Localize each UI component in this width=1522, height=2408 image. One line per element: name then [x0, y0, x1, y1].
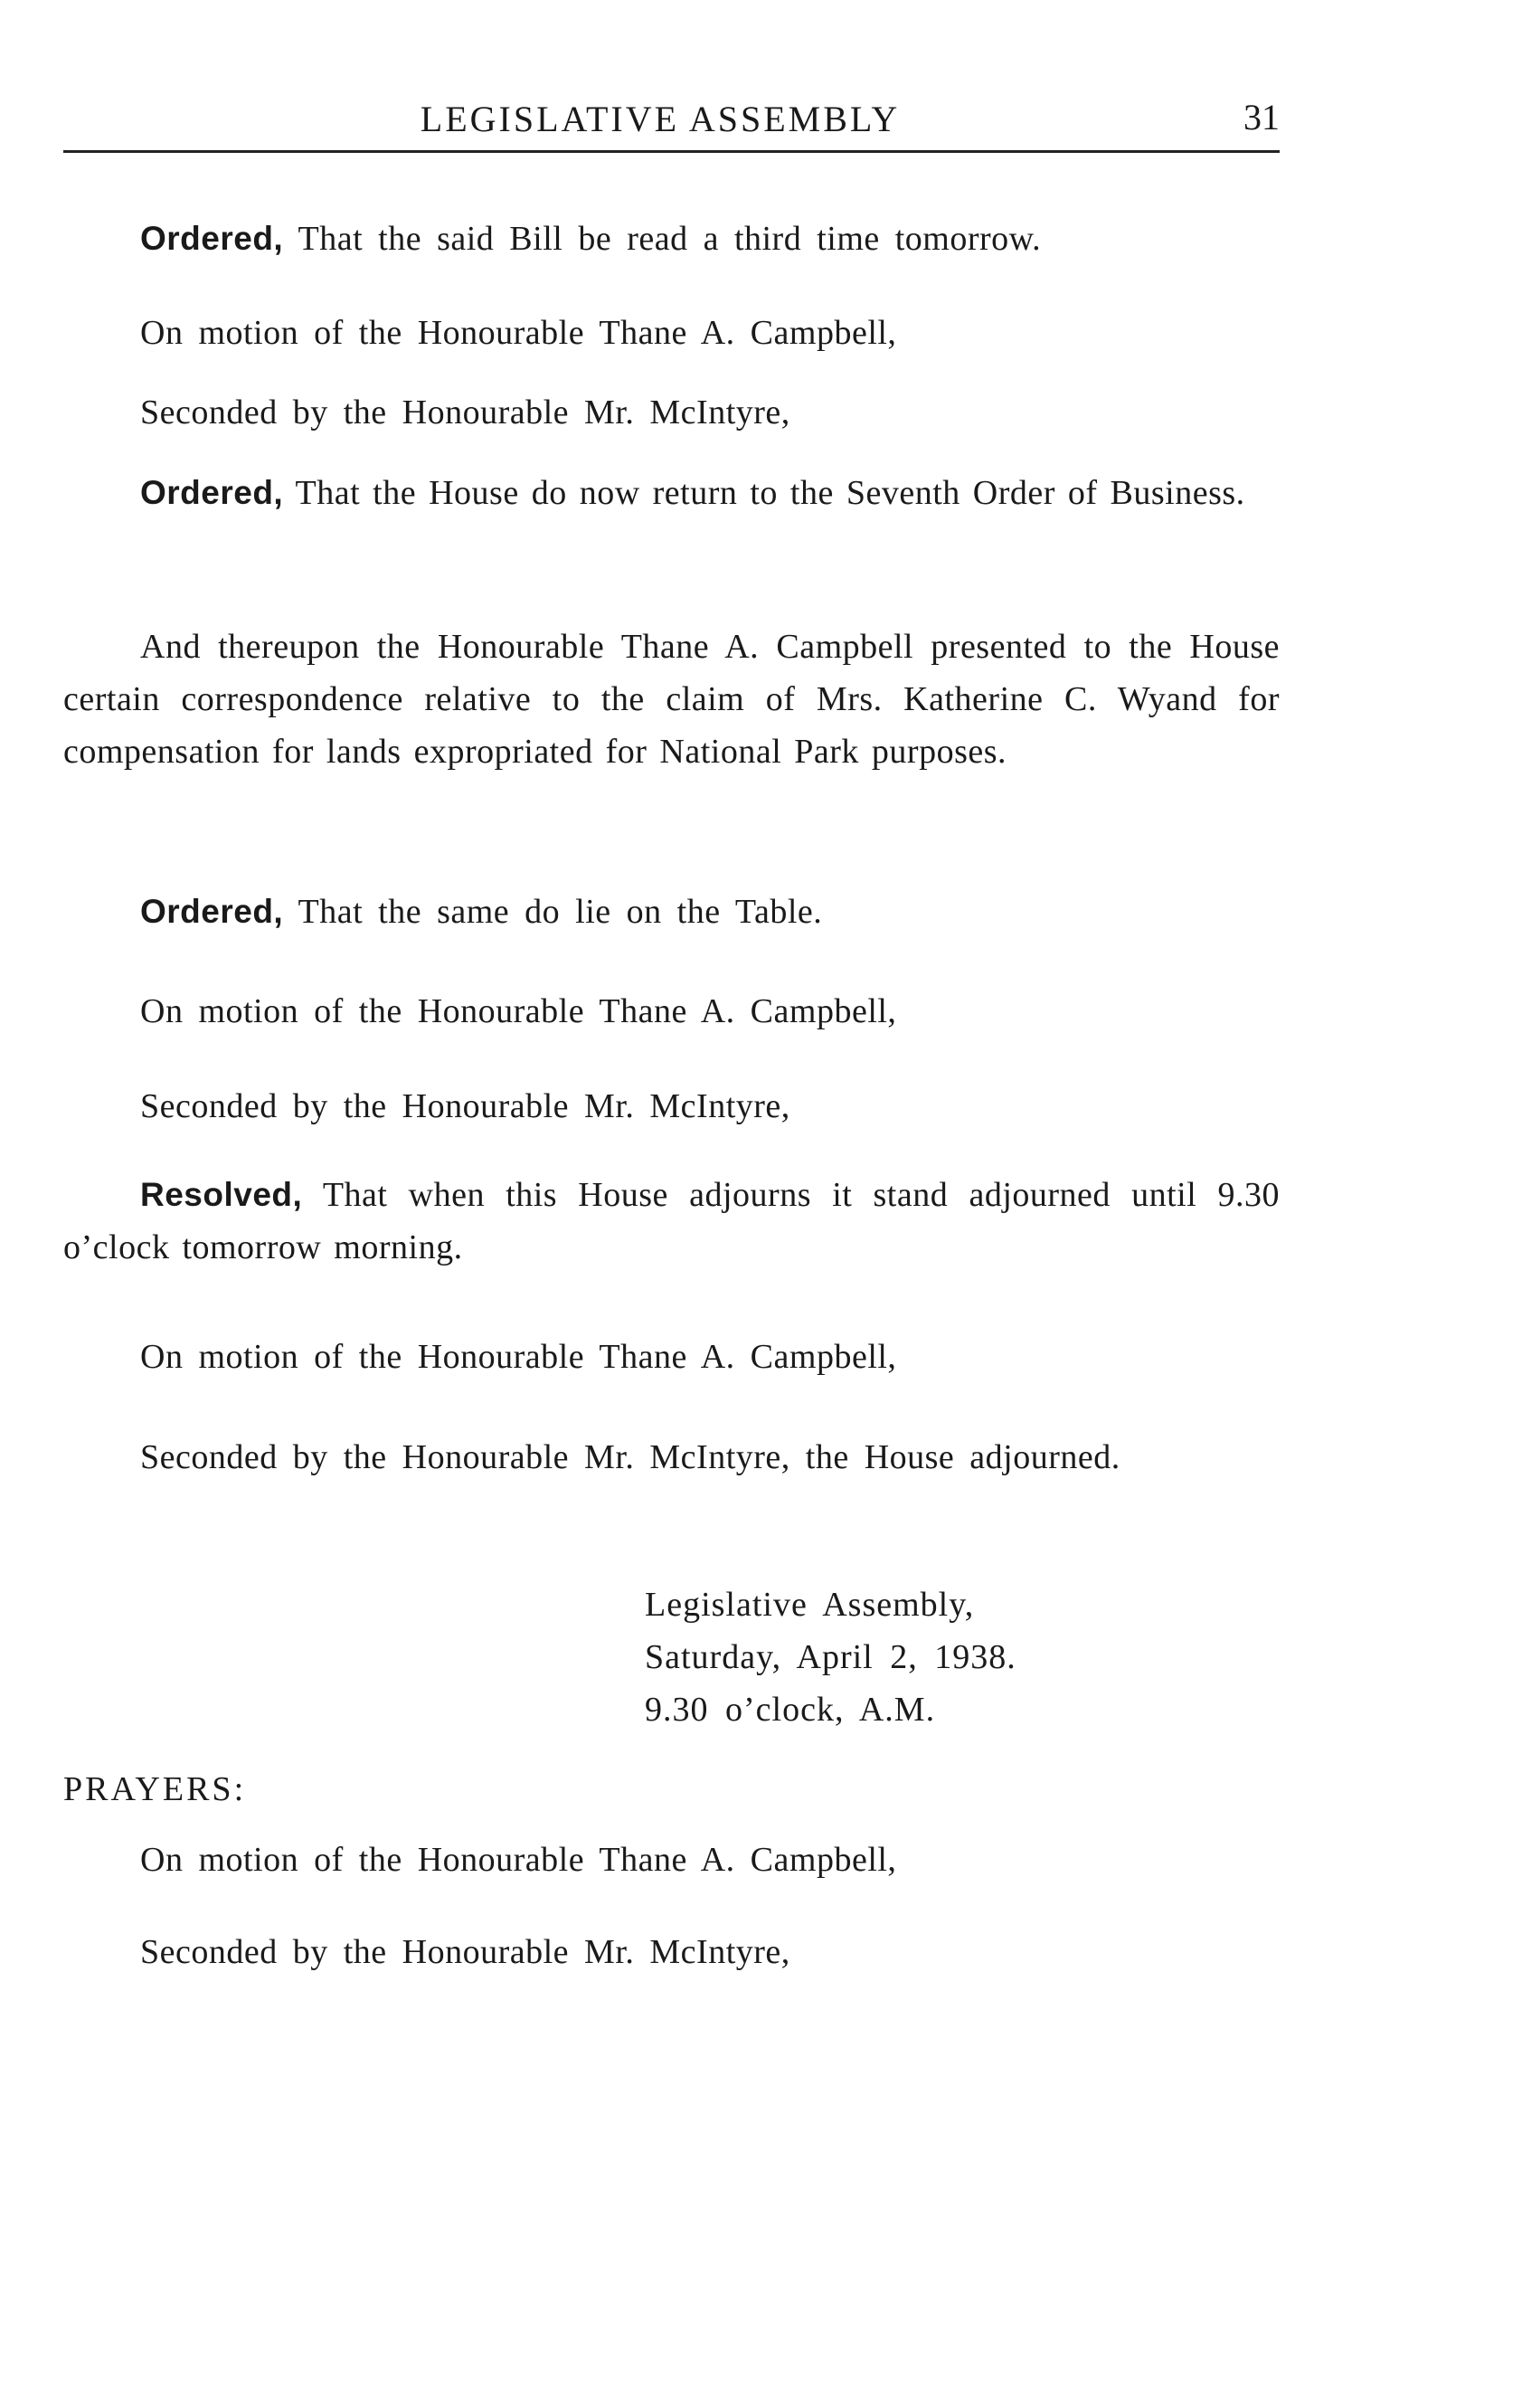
entry-adjourned	[140, 1432, 1120, 1484]
entry-motion	[140, 986, 896, 1038]
entry-text: That the House do now return to the Seventh Order of Business.	[283, 474, 1245, 512]
entry-lead: Ordered,	[140, 893, 284, 930]
dateline-time: 9.30 o’clock, A.M.	[645, 1691, 936, 1729]
page-number: 31	[1243, 97, 1280, 137]
dateline-date: Saturday, April 2, 1938.	[645, 1638, 1016, 1676]
entry-correspondence	[63, 621, 1280, 778]
header-rule	[63, 150, 1280, 153]
running-head	[63, 83, 1280, 137]
entry-seconded	[140, 1081, 790, 1133]
dateline-place: Legislative Assembly,	[645, 1586, 975, 1624]
running-title: LEGISLATIVE ASSEMBLY	[420, 99, 901, 139]
entry-lead: Resolved,	[140, 1176, 303, 1213]
entry-text: And thereupon the Honourable Thane A. Campbell presented to the House certain correspondence relative to the claim of Mrs. Katherine C. Wyand for compensation for lands expropriated for National Park purposes.	[63, 628, 1280, 771]
entry-text: On motion of the Honourable Thane A. Campbell,	[140, 314, 897, 352]
entry-ordered-table	[140, 886, 822, 938]
entry-text: Seconded by the Honourable Mr. McIntyre,	[140, 393, 790, 431]
closing-motion	[140, 1834, 896, 1886]
entry-motion	[140, 1332, 896, 1383]
entry-text: On motion of the Honourable Thane A. Campbell,	[140, 992, 897, 1030]
entry-lead: Ordered,	[140, 220, 284, 257]
entry-text: That the same do lie on the Table.	[283, 893, 823, 931]
entry-text: Seconded by the Honourable Mr. McIntyre,	[140, 1087, 790, 1125]
entry-ordered-third-reading	[140, 213, 1041, 265]
entry-text: That the said Bill be read a third time tomorrow.	[283, 220, 1042, 258]
prayers-heading: PRAYERS:	[63, 1770, 247, 1808]
entry-text: That when this House adjourns it stand adjourned until 9.30 o’clock tomorrow morning.	[63, 1176, 1280, 1266]
closing-seconded	[140, 1927, 790, 1978]
entry-resolved-adjourn	[63, 1169, 1280, 1274]
entry-text: Seconded by the Honourable Mr. McIntyre, the House adjourned.	[140, 1438, 1120, 1476]
sitting-dateline	[645, 1578, 1016, 1736]
entry-motion	[140, 308, 896, 359]
entry-text: Seconded by the Honourable Mr. McIntyre,	[140, 1933, 790, 1971]
entry-lead: Ordered,	[140, 474, 284, 511]
entry-text: On motion of the Honourable Thane A. Campbell,	[140, 1841, 897, 1879]
entry-seconded	[140, 387, 790, 439]
entry-ordered-return	[63, 467, 1280, 519]
entry-text: On motion of the Honourable Thane A. Campbell,	[140, 1338, 897, 1376]
